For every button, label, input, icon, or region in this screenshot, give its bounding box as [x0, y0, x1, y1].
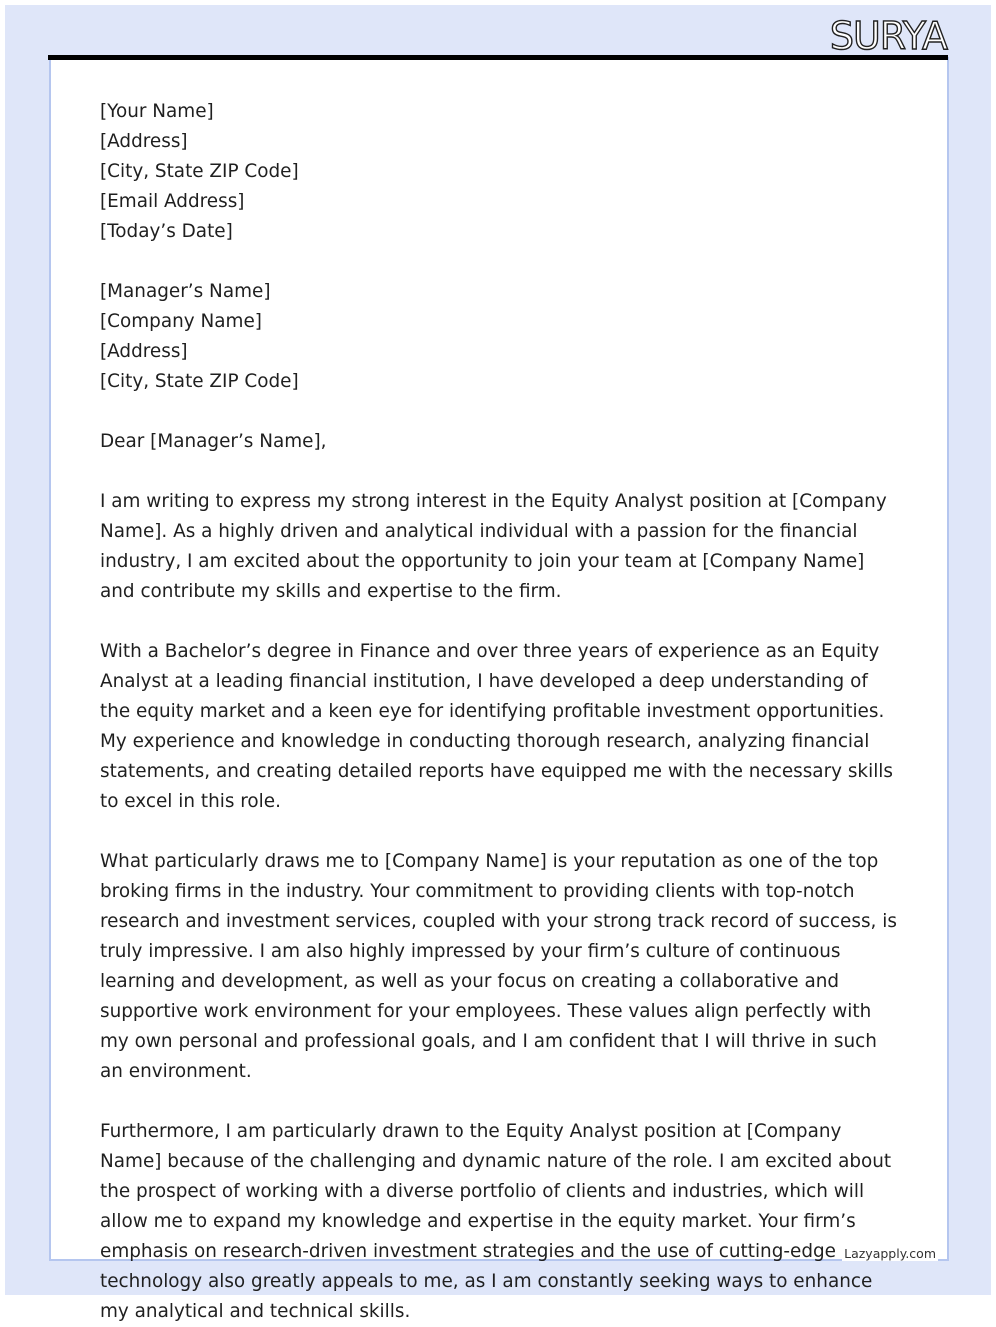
- watermark-link[interactable]: Lazyapply.com: [844, 1246, 936, 1261]
- recipient-company: [Company Name]: [100, 311, 262, 332]
- letter-date: [Today’s Date]: [100, 221, 233, 242]
- recipient-address: [Address]: [100, 341, 188, 362]
- body-paragraph-1: I am writing to express my strong interest in the Equity Analyst position at [Company Name]. As a highly driven and analytical individual with a passion for the financial industry, I am excited about the opportunity to join your team at [Company Name] and contribute my skills and expertise to the firm.: [100, 491, 887, 602]
- sender-name: [Your Name]: [100, 101, 214, 122]
- recipient-city: [City, State ZIP Code]: [100, 371, 299, 392]
- brand-logo: SURYA: [829, 14, 947, 58]
- recipient-name: [Manager’s Name]: [100, 281, 271, 302]
- cover-letter: [100, 97, 900, 1327]
- sender-city: [City, State ZIP Code]: [100, 161, 299, 182]
- body-paragraph-4: Furthermore, I am particularly drawn to the Equity Analyst position at [Company Name] because of the challenging and dynamic nature of the role. I am excited about the prospect of working with a diverse portfolio of clients and industries, which will allow me to expand my knowledge and expertise in the equity market. Your firm’s emphasis on research-driven investment strategies and the use of cutting-edge technology also greatly appeals to me, as I am constantly seeking ways to enhance my analytical and technical skills.: [100, 1121, 892, 1322]
- sender-block: [100, 97, 900, 247]
- header-rule: [48, 55, 948, 60]
- recipient-block: [100, 277, 900, 397]
- body-paragraph-2: With a Bachelor’s degree in Finance and over three years of experience as an Equity Analyst at a leading financial institution, I have developed a deep understanding of the equity market and a keen eye for identifying profitable investment opportunities. My experience and knowledge in conducting thorough research, analyzing financial statements, and creating detailed reports have equipped me with the necessary skills to excel in this role.: [100, 641, 893, 812]
- salutation: Dear [Manager’s Name],: [100, 431, 327, 452]
- sender-address: [Address]: [100, 131, 188, 152]
- body-paragraph-3: What particularly draws me to [Company Name] is your reputation as one of the top broking firms in the industry. Your commitment to providing clients with top-notch research and investment services, coupled with your strong track record of success, is truly impressive. I am also highly impressed by your firm’s culture of continuous learning and development, as well as your focus on creating a collaborative and supportive work environment for your employees. These values align perfectly with my own personal and professional goals, and I am confident that I will thrive in such an environment.: [100, 851, 897, 1082]
- sender-email: [Email Address]: [100, 191, 245, 212]
